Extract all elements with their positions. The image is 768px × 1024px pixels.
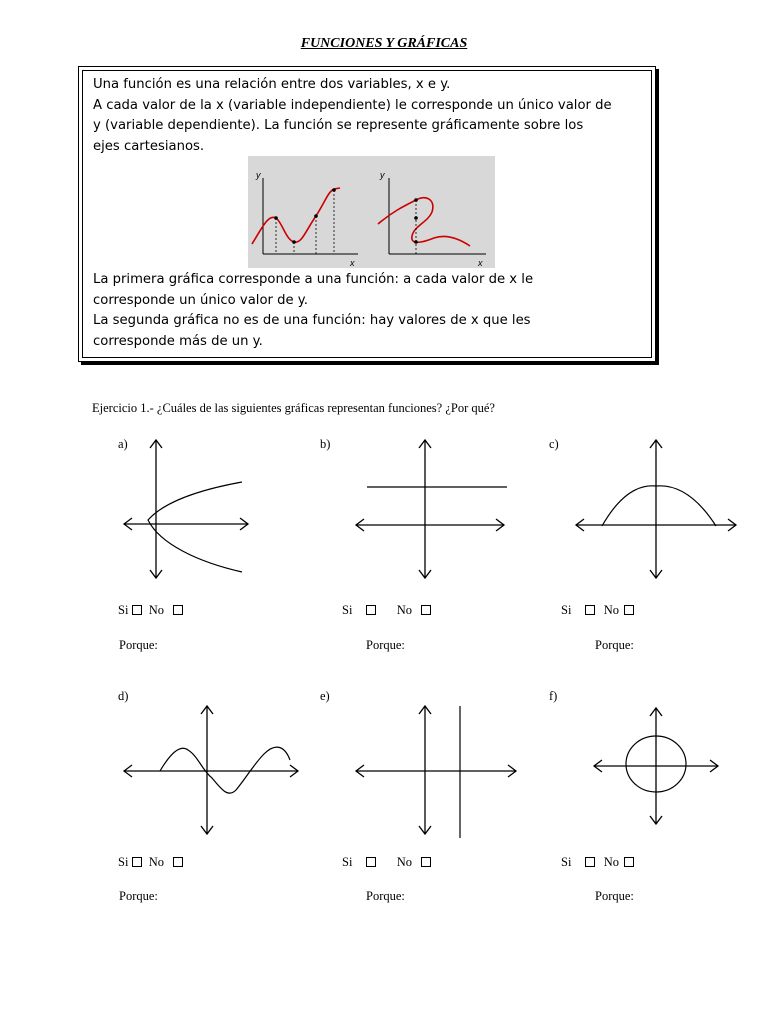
item-b-answer — [342, 603, 431, 618]
graph1-point — [274, 216, 278, 220]
conclusion-line: La primera gráfica corresponde a una función: a cada valor de x le — [93, 272, 534, 287]
no-checkbox[interactable] — [421, 605, 431, 615]
item-a-answer — [118, 603, 183, 618]
definition-box — [78, 66, 656, 362]
no-label: No — [396, 855, 412, 869]
item-b-porque: Porque: — [366, 638, 405, 652]
item-c-label: c) — [549, 437, 559, 451]
item-e-porque: Porque: — [366, 889, 405, 903]
graph2-x-label: x — [478, 258, 483, 268]
si-checkbox[interactable] — [585, 857, 595, 867]
page-title: FUNCIONES Y GRÁFICAS — [300, 36, 468, 51]
si-checkbox[interactable] — [366, 605, 376, 615]
graph2-relation-curve — [378, 198, 470, 246]
si-checkbox[interactable] — [585, 605, 595, 615]
si-checkbox[interactable] — [366, 857, 376, 867]
si-label: Si — [118, 855, 129, 869]
graph2-point — [414, 240, 418, 244]
si-label: Si — [561, 603, 572, 617]
si-checkbox[interactable] — [132, 857, 142, 867]
graph-f — [588, 702, 724, 830]
item-d-porque: Porque: — [119, 889, 158, 903]
graph-d-curve — [160, 747, 290, 793]
graph-e — [350, 700, 522, 840]
intro-line: ejes cartesianos. — [93, 138, 205, 154]
graph1-function-curve — [252, 188, 340, 244]
no-label: No — [148, 603, 164, 617]
item-b-label: b) — [320, 437, 331, 451]
si-label: Si — [561, 855, 572, 869]
intro-line: Una función es una relación entre dos variables, x e y. — [93, 77, 451, 92]
item-a-porque: Porque: — [119, 638, 158, 652]
graph1-point — [332, 188, 336, 192]
graph-a — [118, 434, 254, 584]
graph-a-curve — [148, 482, 242, 572]
no-label: No — [603, 603, 619, 617]
graph2-y-label: y — [380, 170, 385, 180]
no-label: No — [603, 855, 619, 869]
conclusion-line: corresponde más de un y. — [93, 333, 263, 349]
no-checkbox[interactable] — [624, 857, 634, 867]
definition-intro — [93, 75, 653, 157]
item-a-label: a) — [118, 437, 128, 451]
no-label: No — [396, 603, 412, 617]
graph2-point — [414, 198, 418, 202]
graph1-y-label: y — [256, 170, 261, 180]
graph1-x-label: x — [350, 258, 355, 268]
graph1-point — [292, 240, 296, 244]
item-f-label: f) — [549, 689, 558, 703]
item-c-answer — [561, 603, 634, 618]
no-checkbox[interactable] — [421, 857, 431, 867]
graph-b — [350, 434, 510, 584]
intro-line: y (variable dependiente). La función se represente gráficamente sobre los — [93, 118, 584, 133]
graph2-point — [414, 216, 418, 220]
definition-conclusion — [93, 270, 653, 352]
si-label: Si — [342, 603, 353, 617]
item-e-answer — [342, 855, 431, 870]
item-f-answer — [561, 855, 634, 870]
graph1-point — [314, 214, 318, 218]
item-d-label: d) — [118, 689, 129, 703]
graph-c — [570, 434, 740, 584]
no-checkbox[interactable] — [624, 605, 634, 615]
graph-c-curve — [602, 486, 716, 526]
exercise-prompt: Ejercicio 1.- ¿Cuáles de las siguientes gráficas representan funciones? ¿Por qué? — [92, 401, 495, 415]
graph-d — [118, 700, 304, 840]
item-e-label: e) — [320, 689, 330, 703]
no-checkbox[interactable] — [173, 605, 183, 615]
si-label: Si — [118, 603, 129, 617]
conclusion-line: La segunda gráfica no es de una función: hay valores de x que les — [93, 313, 531, 328]
no-checkbox[interactable] — [173, 857, 183, 867]
si-checkbox[interactable] — [132, 605, 142, 615]
item-c-porque: Porque: — [595, 638, 634, 652]
si-label: Si — [342, 855, 353, 869]
item-d-answer — [118, 855, 183, 870]
conclusion-line: corresponde un único valor de y. — [93, 292, 308, 308]
function-example-figure — [248, 156, 495, 268]
intro-line: A cada valor de la x (variable independiente) le corresponde un único valor de — [93, 97, 612, 113]
function-graphs-svg — [248, 156, 495, 268]
item-f-porque: Porque: — [595, 889, 634, 903]
no-label: No — [148, 855, 164, 869]
